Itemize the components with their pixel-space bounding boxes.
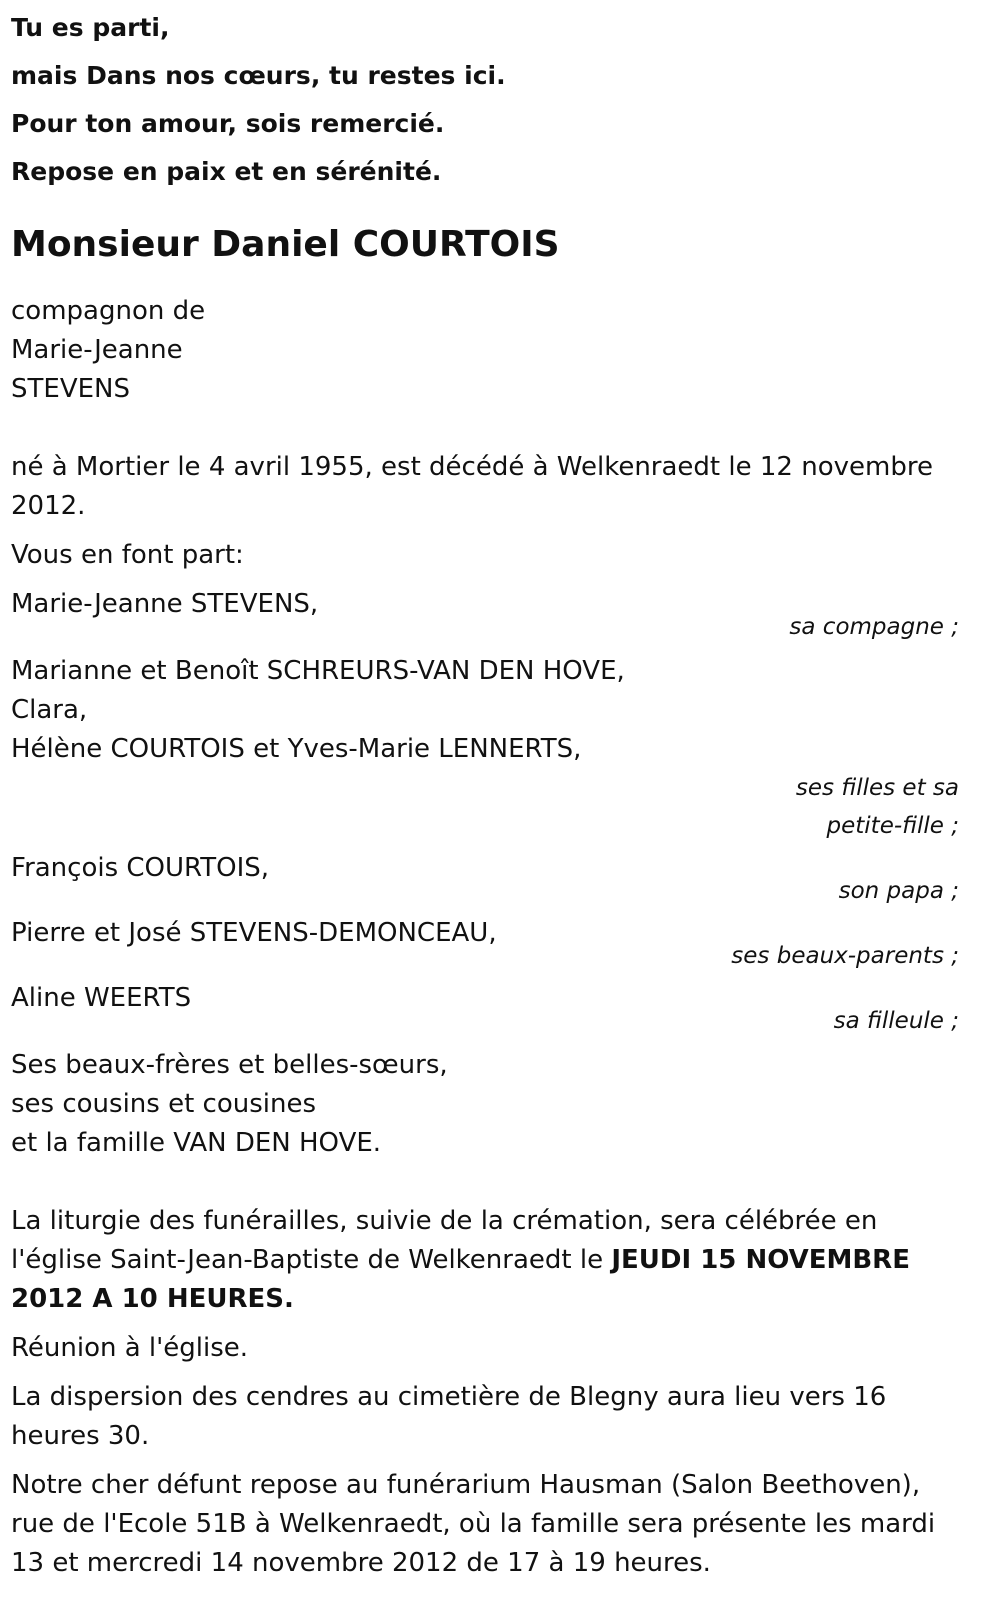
mourner-group bbox=[11, 979, 963, 1040]
announcement-intro: Vous en font part: bbox=[11, 540, 244, 570]
relation-block bbox=[11, 292, 963, 409]
relation-line: compagnon de bbox=[11, 296, 206, 326]
mourner-name: Clara, bbox=[11, 695, 88, 725]
mourner-name: Marianne et Benoît SCHREURS-VAN DEN HOVE, bbox=[11, 656, 625, 686]
mourner-role: ses beaux-parents ; bbox=[731, 943, 959, 969]
mourner-role: sa compagne ; bbox=[789, 614, 959, 640]
liturgy-date: JEUDI 15 NOVEMBRE 2012 A 10 HEURES. bbox=[11, 1245, 910, 1314]
mourner-group bbox=[11, 849, 963, 910]
family-line: ses cousins et cousines bbox=[11, 1089, 317, 1119]
mourner-role: ses filles et sa bbox=[795, 775, 959, 801]
family-line: et la famille VAN DEN HOVE. bbox=[11, 1128, 382, 1158]
obituary-body bbox=[11, 292, 963, 1583]
poem-line: Pour ton amour, sois remercié. bbox=[11, 109, 445, 138]
meeting-text: Réunion à l'église. bbox=[11, 1333, 249, 1363]
poem bbox=[11, 4, 963, 196]
relation-line: Marie-Jeanne bbox=[11, 335, 183, 365]
poem-line: Tu es parti, bbox=[11, 13, 170, 42]
mourner-name: Marie-Jeanne STEVENS, bbox=[11, 589, 319, 619]
poem-line: Repose en paix et en sérénité. bbox=[11, 157, 442, 186]
mourner-role: son papa ; bbox=[838, 878, 959, 904]
mourner-name: Hélène COURTOIS et Yves-Marie LENNERTS, bbox=[11, 734, 582, 764]
relation-line: STEVENS bbox=[11, 374, 130, 404]
birth-death-text: né à Mortier le 4 avril 1955, est décédé à Welkenraedt le 12 novembre 2012. bbox=[11, 452, 933, 521]
mourner-group bbox=[11, 585, 963, 646]
mourner-role: sa filleule ; bbox=[833, 1008, 959, 1034]
mourner-name: Pierre et José STEVENS-DEMONCEAU, bbox=[11, 918, 497, 948]
mourner-group bbox=[11, 914, 963, 975]
mourner-name: Aline WEERTS bbox=[11, 983, 192, 1013]
deceased-name: Monsieur Daniel COURTOIS bbox=[11, 224, 560, 265]
family-line: Ses beaux-frères et belles-sœurs, bbox=[11, 1050, 448, 1080]
dispersion-text: La dispersion des cendres au cimetière de Blegny aura lieu vers 16 heures 30. bbox=[11, 1382, 887, 1451]
repose-text: Notre cher défunt repose au funérarium Hausman (Salon Beethoven), rue de l'Ecole 51B à Welkenraedt, où la famille sera présente les mardi 13 et mercredi 14 novembre 2012 de 17 à 19 heures. bbox=[11, 1470, 936, 1578]
mourner-name: François COURTOIS, bbox=[11, 853, 270, 883]
poem-line: mais Dans nos cœurs, tu restes ici. bbox=[11, 61, 506, 90]
extended-family bbox=[11, 1046, 963, 1163]
mourner-role: petite-fille ; bbox=[826, 813, 959, 839]
liturgy-intro: La liturgie des funérailles, suivie de la crémation, sera célébrée en l'église Saint-Jean-Baptiste de Welkenraedt le bbox=[11, 1206, 878, 1275]
liturgy-text bbox=[11, 1202, 963, 1319]
mourner-group bbox=[11, 652, 963, 845]
